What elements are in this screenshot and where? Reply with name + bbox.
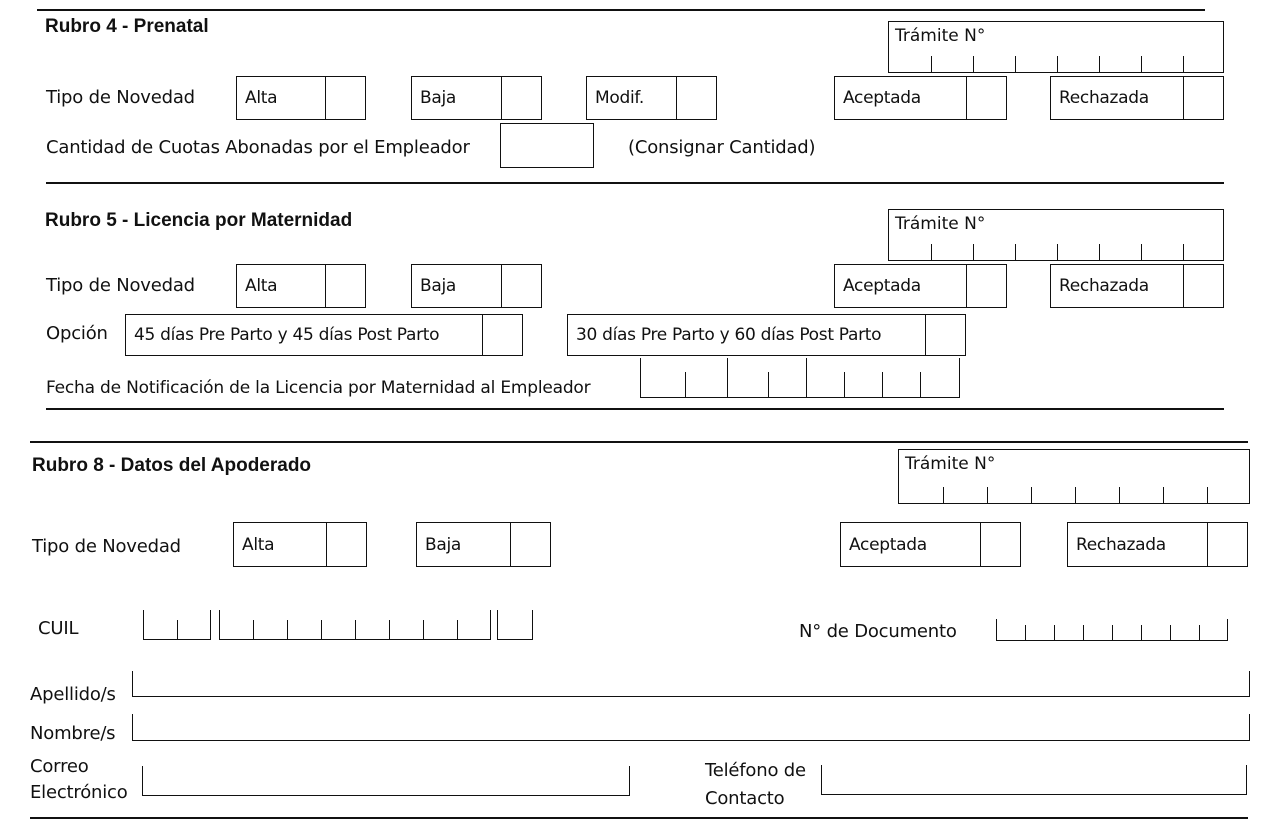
rubro8-tramite-label: Trámite N° [905, 454, 996, 474]
section-divider [30, 441, 1248, 443]
rubro4-tramite-label: Trámite N° [895, 26, 986, 46]
rubro4-title: Rubro 4 - Prenatal [45, 16, 209, 37]
rubro8-nombres-label: Nombre/s [30, 723, 116, 744]
rubro5-tramite-label: Trámite N° [895, 214, 986, 234]
rubro5-fecha-field[interactable] [640, 358, 960, 398]
rubro5-opcion2-checkbox[interactable] [567, 314, 966, 356]
section-divider [46, 182, 1224, 184]
section-divider-top [37, 9, 1205, 11]
rubro8-documento-field[interactable] [996, 619, 1228, 641]
rubro8-apellidos-label: Apellido/s [30, 684, 116, 705]
rubro4-aceptada-label: Aceptada [843, 88, 921, 108]
rubro5-rechazada-checkbox[interactable] [1050, 264, 1224, 308]
rubro5-rechazada-label: Rechazada [1059, 276, 1149, 296]
rubro5-alta-label: Alta [245, 276, 278, 296]
rubro5-title: Rubro 5 - Licencia por Maternidad [45, 210, 353, 231]
rubro8-rechazada-label: Rechazada [1076, 534, 1166, 555]
section-divider-bottom [30, 817, 1248, 819]
section-divider [46, 408, 1224, 410]
rubro4-alta-label: Alta [245, 88, 278, 108]
rubro8-cuil-label: CUIL [38, 618, 79, 639]
rubro5-aceptada-checkbox[interactable] [834, 264, 1007, 308]
rubro8-aceptada-label: Aceptada [849, 534, 927, 555]
rubro4-cuotas-label: Cantidad de Cuotas Abonadas por el Empleador [46, 137, 470, 158]
rubro4-modif-checkbox[interactable] [586, 76, 717, 120]
rubro5-aceptada-label: Aceptada [843, 276, 921, 296]
rubro8-correo-field[interactable] [142, 766, 630, 796]
rubro4-cuotas-input[interactable] [500, 123, 594, 168]
rubro8-correo-label-1: Correo [30, 756, 89, 777]
rubro4-baja-checkbox[interactable] [411, 76, 542, 120]
rubro5-fecha-label: Fecha de Notificación de la Licencia por Maternidad al Empleador [46, 378, 591, 398]
rubro4-modif-label: Modif. [595, 88, 644, 108]
rubro5-opcion2-label: 30 días Pre Parto y 60 días Post Parto [576, 325, 882, 345]
rubro8-baja-label: Baja [425, 534, 462, 555]
rubro5-opcion1-checkbox[interactable] [125, 314, 523, 356]
rubro4-rechazada-label: Rechazada [1059, 88, 1149, 108]
rubro8-alta-label: Alta [242, 534, 275, 555]
rubro8-alta-checkbox[interactable] [233, 522, 367, 567]
rubro5-tipo-novedad-label: Tipo de Novedad [46, 275, 195, 296]
rubro8-telefono-field[interactable] [821, 765, 1247, 795]
rubro4-tipo-novedad-label: Tipo de Novedad [46, 87, 195, 108]
rubro4-alta-checkbox[interactable] [236, 76, 366, 120]
rubro4-rechazada-checkbox[interactable] [1050, 76, 1224, 120]
rubro4-aceptada-checkbox[interactable] [834, 76, 1007, 120]
rubro5-opcion1-label: 45 días Pre Parto y 45 días Post Parto [134, 325, 440, 345]
rubro8-apellidos-field[interactable] [132, 671, 1250, 697]
rubro4-tramite-field[interactable] [888, 21, 1224, 73]
rubro8-correo-label-2: Electrónico [30, 782, 128, 803]
rubro5-baja-checkbox[interactable] [411, 264, 542, 308]
rubro4-baja-label: Baja [420, 88, 457, 108]
rubro8-telefono-label-2: Contacto [705, 788, 785, 809]
rubro8-telefono-label-1: Teléfono de [705, 760, 806, 781]
rubro8-aceptada-checkbox[interactable] [840, 522, 1021, 567]
rubro8-baja-checkbox[interactable] [416, 522, 551, 567]
rubro5-tramite-field[interactable] [888, 209, 1224, 261]
rubro5-baja-label: Baja [420, 276, 457, 296]
rubro8-tramite-field[interactable] [898, 449, 1250, 504]
rubro8-rechazada-checkbox[interactable] [1067, 522, 1248, 567]
rubro8-cuil-field[interactable] [143, 610, 533, 640]
rubro8-title: Rubro 8 - Datos del Apoderado [32, 455, 312, 476]
rubro8-nombres-field[interactable] [132, 714, 1250, 741]
rubro5-alta-checkbox[interactable] [236, 264, 366, 308]
rubro4-cuotas-hint: (Consignar Cantidad) [628, 137, 816, 158]
rubro8-documento-label: N° de Documento [799, 621, 957, 642]
rubro5-opcion-label: Opción [46, 323, 108, 344]
rubro8-tipo-novedad-label: Tipo de Novedad [32, 536, 181, 557]
